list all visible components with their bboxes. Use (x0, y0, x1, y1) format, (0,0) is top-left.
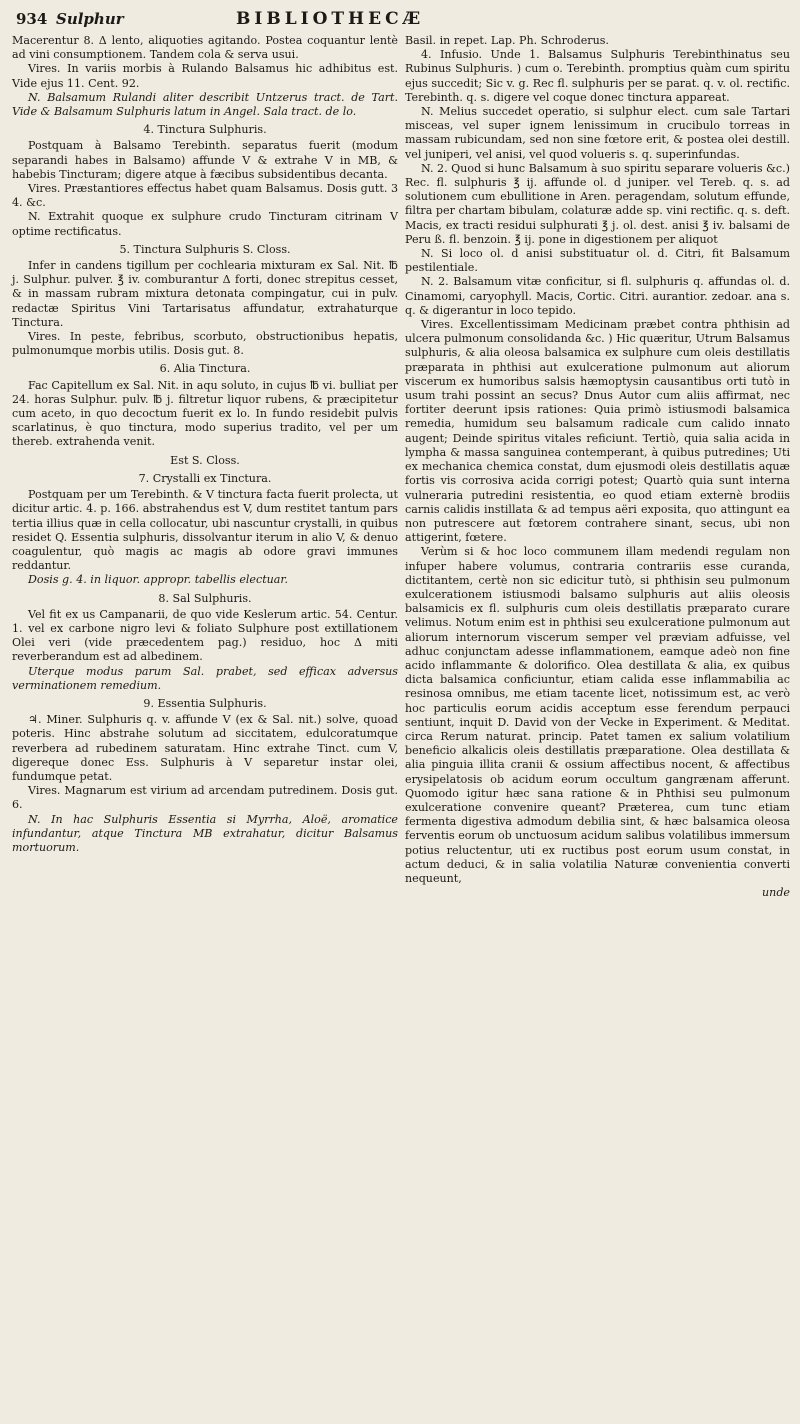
paragraph: N. Si loco ol. d anisi substituatur ol. d. Citri, fit Balsamum pestilentiale. (405, 247, 790, 275)
running-head-word: Sulphur (56, 10, 124, 28)
paragraph: Vires. Magnarum est virium ad arcendam putredinem. Dosis gut. 6. (12, 784, 398, 812)
paragraph: Basil. in repet. Lap. Ph. Schroderus. (405, 34, 609, 47)
paragraph: Vires. In variis morbis à Rulando Balsamus hic adhibitus est. Vide ejus 11. Cent. 92. (12, 62, 398, 90)
section-heading: 6. Alia Tinctura. (159, 362, 251, 376)
running-title: BIBLIOTHECÆ (236, 9, 425, 29)
paragraph: ♃. Miner. Sulphuris q. v. affunde V (ex & Sal. nit.) solve, quoad poteris. Hinc abstrahe solutum ad siccitatem, edulcoratumque reverbera ad rubedinem saturatam. Hinc extrahe Tinct. cum V, digereque donec Ess. Sulphuris à V separetur instar olei, fundumque petat. (12, 713, 398, 783)
paragraph: Dosis g. 4. in liquor. appropr. tabellis electuar. (28, 573, 289, 587)
paragraph: Postquam per um Terebinth. & V tinctura facta fuerit prolecta, ut dicitur artic. 4. p. 166. abstrahendus est V, dum restitet tantum pars tertia illius quæ in cella collocatur, ubi nascuntur crystalli, in quibus residet Q. Essentia sulphuris, dissolvantur iterum in alio V, & denuo coagulentur, quò magis ac magis ab odore gravi immunes reddantur. (12, 488, 398, 573)
left-text-column (12, 34, 398, 855)
section-heading: 5. Tinctura Sulphuris S. Closs. (119, 242, 291, 256)
paragraph: Vires. Excellentissimam Medicinam præbet contra phthisin ad ulcera pulmonum consolidanda &c. ) Hic quæritur, Utrum Balsamus sulphuris, & alia oleosa balsamica ex sulphure cum oleis destillatis præparata in phthisi aut exulceratione pulmonum aut aliorum viscerum ex humoribus salsis hæmoptysin causantibus orti tutò in usum trahi possint an secus? Dnus Autor cum aliis affirmat, nec fortiter deerunt ipsis rationes: Quia primò istiusmodi balsamica remedia, humidum seu balsamum radicale cum calido innato augent; Deinde spiritus vitales reficiunt. Tertiò, quia salia acida in lympha & massa sanguinea contemperant, à quibus putredines; Uti ex mechanica chemica constat, dum ejusmodi oleis destillatis aquæ fortis vis corrosiva acida corrigi potest; Quartò quia sunt interna vulneraria putredini resistentia, eo quod etiam externè brodiis carnis calidis instillata & ad tempus aëri exposita, quo attingunt ea non putrescere aut fœtorem contrahere sinant, secus, ubi non attigerint, fœtere. (405, 318, 790, 545)
paragraph: N. 2. Quod si hunc Balsamum à suo spiritu separare volueris &c.) Rec. fl. sulphuris ℥ ij. affunde ol. d juniper. vel Tereb. q. s. ad solutionem cum ebullitione in Aren. peragendam, solutum effunde, filtra per chartam bibulam, colaturæ adde sp. vini rectific. q. s. deft. Macis, ex tracti residui sulphurati ℥ j. ol. dest. anisi ℥ iv. balsami de Peru ß. fl. benzoin. ℥ ij. pone in digestionem per aliquot (405, 161, 790, 246)
page-header (16, 8, 786, 30)
paragraph: Vel fit ex us Campanarii, de quo vide Keslerum artic. 54. Centur. 1. vel ex carbone nigro levi & foliato Sulphure post extillationem Olei veri (vide præcedentem pag.) residuo, hoc Δ miti reverberandum est ad albedinem. (12, 607, 398, 664)
section-heading: 9. Essentia Sulphuris. (143, 696, 267, 710)
paragraph: Postquam à Balsamo Terebinth. separatus fuerit (modum separandi habes in Balsamo) affunde V & extrahe V in MB, & habebis Tincturam; digere atque à fæcibus subsidentibus decanta. (12, 139, 398, 181)
paragraph: N. In hac Sulphuris Essentia si Myrrha, Aloë, aromatice infundantur, atque Tinctura MB extrahatur, dicitur Balsamus mortuorum. (12, 812, 398, 854)
paragraph: Uterque modus parum Sal. prabet, sed efficax adversus verminationem remedium. (12, 664, 398, 692)
section-heading: 8. Sal Sulphuris. (158, 591, 252, 605)
paragraph: unde (762, 886, 790, 900)
paragraph: N. 2. Balsamum vitæ conficitur, si fl. sulphuris q. affundas ol. d. Cinamomi, caryophyll. Macis, Cortic. Citri. aurantior. zedoar. ana s. q. & digerantur in loco tepido. (405, 275, 790, 317)
paragraph: N. Melius succedet operatio, si sulphur elect. cum sale Tartari misceas, vel super ignem lenissimum in crucibulo torreas in massam rubicundam, sed non sine fœtore erit, & postea olei destill. vel juniperi, vel anisi, vel quod volueris s. q. superinfundas. (405, 105, 790, 161)
paragraph: Vires. Præstantiores effectus habet quam Balsamus. Dosis gutt. 3 4. &c. (12, 182, 398, 210)
section-heading: 7. Crystalli ex Tinctura. (138, 471, 272, 485)
right-text-column (405, 34, 790, 900)
paragraph: Vires. In peste, febribus, scorbuto, obstructionibus hepatis, pulmonumque morbis utilis. Dosis gut. 8. (12, 330, 398, 358)
paragraph: Verùm si & hoc loco communem illam medendi regulam non infuper habere volumus, contraria contrariis esse curanda, dictitantem, certè non sic edicitur tutò, si phthisin seu pulmonum exulcerationem istiusmodi balsamo sulphuris aut aliis oleosis balsamicis ex fl. sulphuris cum oleis destillatis præparato curare velimus. Notum enim est in phthisi seu exulceratione pulmonum aut aliorum internorum viscerum semper vel præviam adfuisse, vel adhuc conjunctam adesse inflammationem, eamque adeò non fine acido inflammante & dolorifico. Olea destillata & alia, ex quibus dicta balsamica conficiuntur, etiam calida esse inflammabilia ac resinosa omnibus, me etiam tacente licet, notissimum est, ac verò hoc particulis eorum acidis acceptum esse ferendum perpauci sentiunt, inquit D. David von der Vecke in Experiment. & Meditat. circa Rerum naturat. princip. Patet tamen ex salium volatilium beneficio alkalicis oleis destillatis præparatione. Olea destillata & alia pinguia illita cranii & ossium affectibus nocent, & affectibus erysipelatosis ob acidum eorum occultum gangrænam afferunt. Quomodo igitur hæc sana ratione & in Phthisi seu pulmonum exulceratione convenire queant? Præterea, cum tunc etiam fermenta digestiva admodum debilia sint, & hæc balsamica oleosa ferventis eorum ob unctuosum acidum salibus volatilibus immersum potius reluctentur, uti ex ructibus post eorum usum constat, in actum deduci, & in salia volatilia Naturæ convenientia converti nequeunt, (405, 545, 790, 885)
paragraph: N. Extrahit quoque ex sulphure crudo Tincturam citrinam V optime rectificatus. (12, 210, 398, 238)
section-heading: 4. Tinctura Sulphuris. (143, 123, 267, 137)
section-heading: Est S. Closs. (170, 453, 240, 467)
page-number: 934 (16, 10, 48, 28)
paragraph: Fac Capitellum ex Sal. Nit. in aqu soluto, in cujus ℔ vi. bulliat per 24. horas Sulphur. pulv. ℔ j. filtretur liquor rubens, & præcipitetur cum aceto, in quo decoctum fuerit ex lo. In fundo residebit pulvis scarlatinus, è quo tinctura, modo superius tradito, vel per um thereb. extrahenda venit. (12, 378, 398, 449)
paragraph: N. Balsamum Rulandi aliter describit Untzerus tract. de Tart. Vide & Balsamum Sulphuris latum in Angel. Sala tract. de lo. (12, 90, 398, 119)
paragraph: Macerentur 8. Δ lento, aliquoties agitando. Postea coquantur lentè ad vini consumptionem. Tandem cola & serva usui. (12, 34, 398, 62)
paragraph: Infer in candens tigillum per cochlearia mixturam ex Sal. Nit. ℔ j. Sulphur. pulver. ℥ iv. comburantur Δ forti, donec strepitus cesset, & in massam rubram mixtura detonata compingatur, cui in pulv. redactæ Spiritus Vini Tartarisatus affundatur, extrahaturque Tinctura. (12, 259, 398, 329)
paragraph: 4. Infusio. Unde 1. Balsamus Sulphuris Terebinthinatus seu Rubinus Sulphuris. ) cum o. Terebinth. promptius quàm cum spiritu ejus succedit; Sic v. g. Rec fl. sulphuris per se parat. q. v. ol. rectific. Terebinth. q. s. digere vel coque donec tinctura appareat. (405, 48, 790, 104)
